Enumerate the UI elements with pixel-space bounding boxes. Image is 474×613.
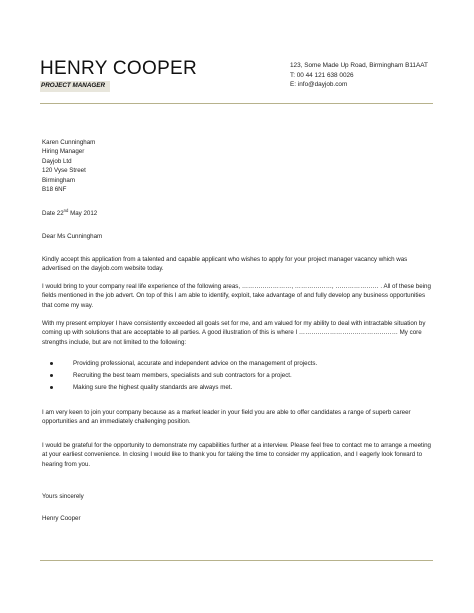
- paragraph-experience: I would bring to your company real life experience of the following areas, ……………………, ………………, ………………… . All of these being fields mentioned in the job advert. On top of this I am able to identify, exploit, take advantage of and fully develop any business opportunities that come my way.: [42, 283, 431, 309]
- list-item-text: Recruiting the best team members, specialists and sub contractors for a project.: [73, 372, 292, 379]
- strengths-list: [50, 359, 430, 395]
- date-suffix: nd: [63, 208, 69, 213]
- list-item-text: Providing professional, accurate and independent advice on the management of projects.: [73, 360, 318, 367]
- footer-divider: [40, 560, 433, 561]
- contact-address: 123, Some Made Up Road, Birmingham B11AAT: [290, 62, 428, 69]
- header-divider: [40, 103, 433, 104]
- recipient-line: B18 6NF: [42, 186, 67, 194]
- bullet-icon: [50, 374, 53, 377]
- recipient-line: 120 Vyse Street: [42, 167, 86, 175]
- list-item: [50, 371, 430, 383]
- list-item-text: Making sure the highest quality standards are always met.: [73, 384, 233, 391]
- paragraph-motivation: I am very keen to join your company because as a market leader in your field you are able to offer candidates a range of superb career opportunities and an immediately challenging position.: [42, 409, 411, 426]
- applicant-name: HENRY COOPER: [40, 58, 198, 79]
- recipient-line: Hiring Manager: [42, 148, 85, 156]
- contact-block: [290, 61, 428, 90]
- list-item: [50, 383, 430, 395]
- bullet-icon: [50, 386, 53, 389]
- list-item: [50, 359, 430, 371]
- date-prefix: Date 22: [42, 210, 64, 217]
- recipient-line: Dayjob Ltd: [42, 157, 72, 165]
- recipient-line: Birmingham: [42, 176, 76, 184]
- contact-email: E: info@dayjob.com: [290, 81, 348, 89]
- bullet-icon: [50, 362, 53, 365]
- paragraph-closing: I would be grateful for the opportunity to demonstrate my capabilities further at a interview. Please feel free to contact me to arrange a meeting at your earliest convenience. In closing I would like to thank you for taking the time to consider my application, and I eagerly look forward to hearing from you.: [42, 442, 431, 468]
- paragraph-intro: Kindly accept this application from a talented and capable applicant who wishes to apply for your project manager vacancy which was advertised on the dayjob.com website today.: [42, 256, 408, 273]
- salutation: Dear Ms Cunningham: [42, 233, 103, 240]
- letter-date: [42, 209, 434, 218]
- paragraph-achievements: With my present employer I have consistently exceeded all goals set for me, and am valued for my ability to deal with intractable situation by coming up with solutions that are acceptable to all parties. A good illustration of this is where I ………………………………………… My core strengths include, but are not limited to the following:: [42, 320, 426, 346]
- date-rest: May 2012: [68, 210, 98, 217]
- recipient-address: [42, 138, 434, 194]
- contact-phone: T: 00 44 121 638 0026: [290, 71, 354, 79]
- closing-phrase: Yours sincerely: [42, 493, 84, 500]
- applicant-role: PROJECT MANAGER: [41, 82, 106, 89]
- signature-name: Henry Cooper: [42, 515, 81, 522]
- recipient-line: Karen Cunningham: [42, 139, 96, 146]
